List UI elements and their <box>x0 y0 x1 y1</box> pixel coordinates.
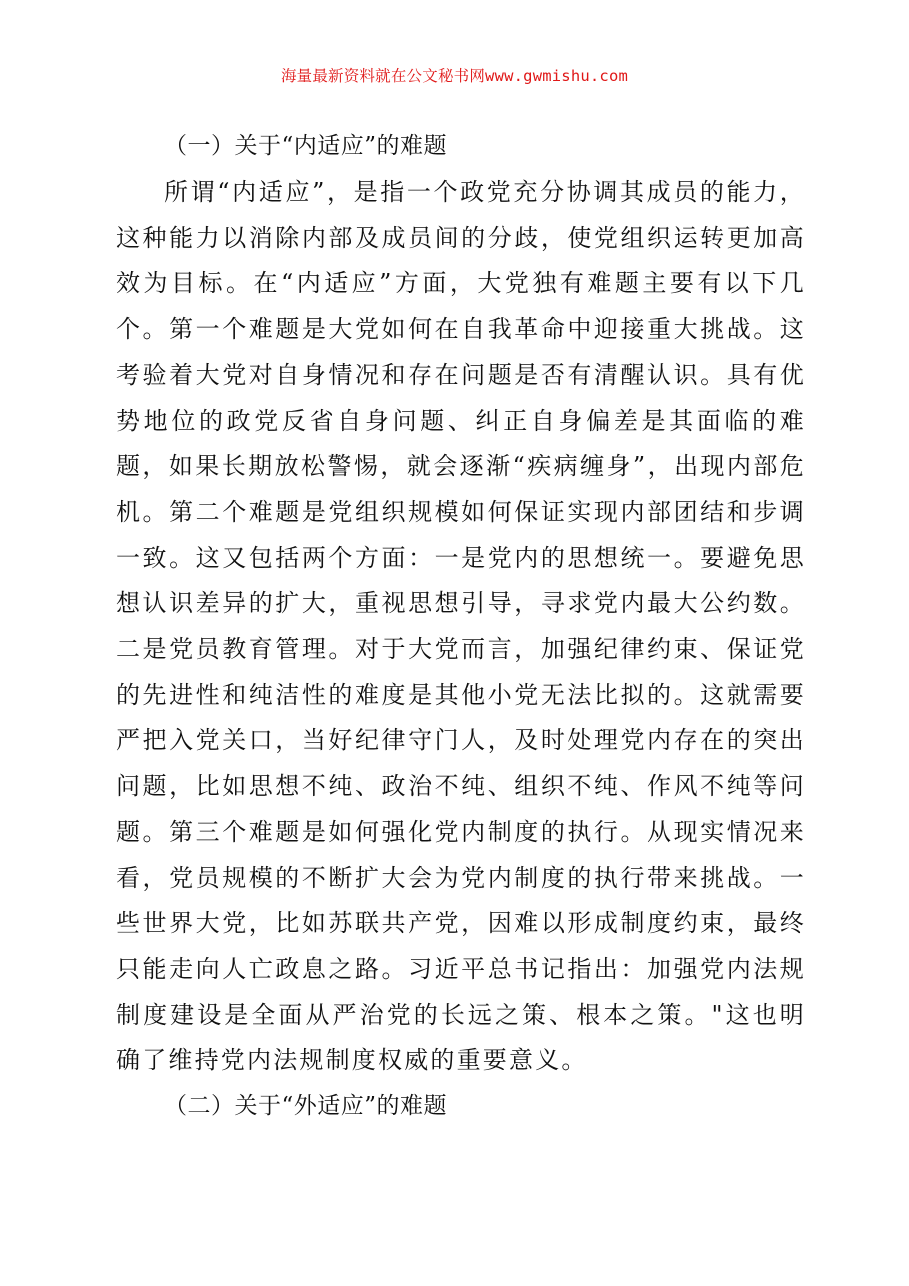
header-watermark: 海量最新资料就在公文秘书网www.gwmishu.com <box>280 67 629 85</box>
document-body <box>116 124 806 1130</box>
section-heading-outer-adaptation: （二）关于“外适应”的难题 <box>164 1093 448 1120</box>
body-paragraph: 所谓“内适应”，是指一个政党充分协调其成员的能力，这种能力以消除内部及成员间的分歧，使党组织运转更加高效为目标。在“内适应”方面，大党独有难题主要有以下几个。第一个难题是大党如何在自我革命中迎接重大挑战。这考验着大党对自身情况和存在问题是否有清醒认识。具有优势地位的政党反省自身问题、纠正自身偏差是其面临的难题，如果长期放松警惕，就会逐渐“疾病缠身”，出现内部危机。第二个难题是党组织规模如何保证实现内部团结和步调一致。这又包括两个方面：一是党内的思想统一。要避免思想认识差异的扩大，重视思想引导，寻求党内最大公约数。二是党员教育管理。对于大党而言，加强纪律约束、保证党的先进性和纯洁性的难度是其他小党无法比拟的。这就需要严把入党关口，当好纪律守门人，及时处理党内存在的突出问题，比如思想不纯、政治不纯、组织不纯、作风不纯等问题。第三个难题是如何强化党内制度的执行。从现实情况来看，党员规模的不断扩大会为党内制度的执行带来挑战。一些世界大党，比如苏联共产党，因难以形成制度约束，最终只能走向人亡政息之路。习近平总书记指出：加强党内法规制度建设是全面从严治党的长远之策、根本之策。"这也明确了维持党内法规制度权威的重要意义。 <box>116 178 806 1075</box>
section-heading-inner-adaptation: （一）关于“内适应”的难题 <box>164 133 448 159</box>
